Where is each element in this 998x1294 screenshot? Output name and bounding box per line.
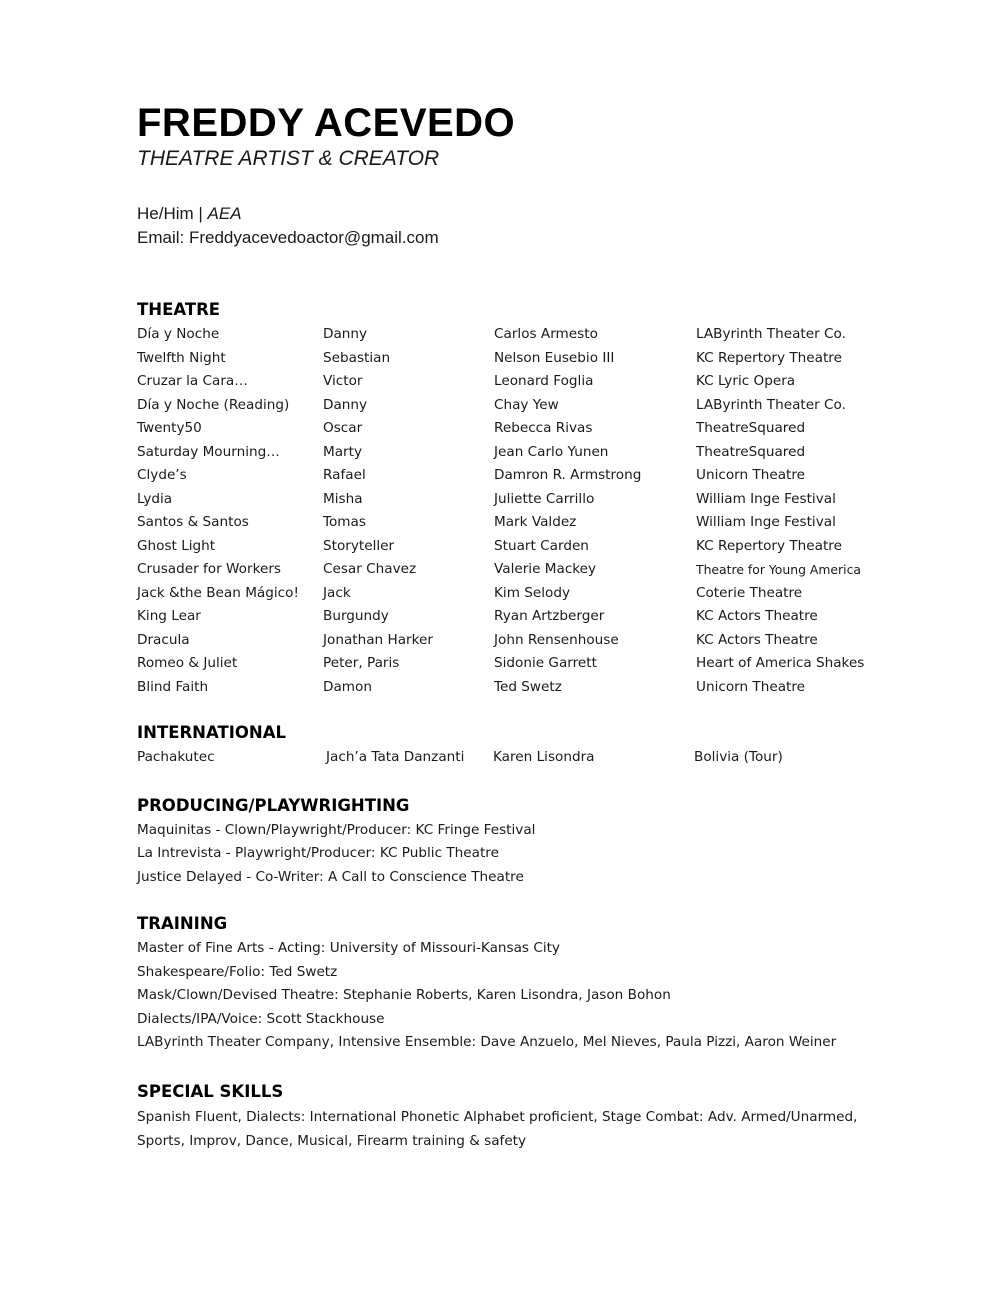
table-row	[137, 417, 877, 441]
role: Damon	[323, 678, 372, 695]
table-row	[137, 394, 877, 418]
show-title: Día y Noche	[137, 326, 220, 342]
show-title: Twenty50	[137, 420, 202, 436]
director: Nelson Eusebio III	[494, 349, 615, 366]
role: Peter, Paris	[323, 655, 400, 671]
list-item: LAByrinth Theater Company, Intensive Ensemble: Dave Anzuelo, Mel Nieves, Paula Pizzi, Aaron Weiner	[137, 1034, 837, 1050]
company: KC Repertory Theatre	[696, 349, 842, 366]
table-row	[137, 676, 877, 700]
table-row	[137, 746, 877, 770]
list-item: Mask/Clown/Devised Theatre: Stephanie Roberts, Karen Lisondra, Jason Bohon	[137, 987, 671, 1003]
director: John Rensenhouse	[494, 631, 619, 648]
director: Leonard Foglia	[494, 373, 594, 389]
list-item: La Intrevista - Playwright/Producer: KC Public Theatre	[137, 845, 499, 861]
table-row	[137, 464, 877, 488]
director: Ted Swetz	[494, 678, 562, 695]
table-row	[137, 582, 877, 606]
table-row	[137, 605, 877, 629]
table-row	[137, 347, 877, 371]
director: Ryan Artzberger	[494, 608, 605, 624]
company: Bolivia (Tour)	[694, 749, 783, 765]
performer-subtitle: THEATRE ARTIST & CREATOR	[137, 147, 440, 170]
company: Unicorn Theatre	[696, 678, 806, 695]
email-line: Email: Freddyacevedoactor@gmail.com	[137, 228, 439, 247]
company: TheatreSquared	[696, 443, 806, 460]
show-title: Crusader for Workers	[137, 561, 281, 577]
role: Rafael	[323, 467, 366, 483]
international-credits-table	[137, 746, 877, 770]
show-title: Pachakutec	[137, 749, 215, 765]
show-title: Jack &the Bean Mágico!	[137, 584, 299, 601]
director: Stuart Carden	[494, 537, 589, 554]
list-item: Maquinitas - Clown/Playwright/Producer: KC Fringe Festival	[137, 821, 536, 838]
producing-section-title: PRODUCING/PLAYWRIGHTING	[137, 795, 410, 815]
list-item: Justice Delayed - Co-Writer: A Call to Conscience Theatre	[137, 868, 524, 885]
role: Jonathan Harker	[323, 631, 433, 648]
list-item: Dialects/IPA/Voice: Scott Stackhouse	[137, 1010, 385, 1027]
table-row	[137, 558, 877, 582]
show-title: Dracula	[137, 631, 190, 648]
table-row	[137, 488, 877, 512]
table-row	[137, 370, 877, 394]
training-list	[137, 937, 877, 1055]
table-row	[137, 629, 877, 653]
company: Heart of America Shakes	[696, 655, 865, 671]
company: KC Actors Theatre	[696, 608, 818, 624]
director: Sidonie Garrett	[494, 655, 597, 671]
company: KC Repertory Theatre	[696, 537, 842, 554]
director: Valerie Mackey	[494, 561, 597, 577]
company: KC Actors Theatre	[696, 631, 818, 648]
director: Damron R. Armstrong	[494, 467, 642, 483]
skills-section-title: SPECIAL SKILLS	[137, 1081, 284, 1101]
director: Jean Carlo Yunen	[494, 443, 609, 460]
international-section-title: INTERNATIONAL	[137, 723, 286, 742]
theatre-section-title: THEATRE	[137, 300, 221, 319]
table-row	[137, 323, 877, 347]
role: Burgundy	[323, 608, 389, 624]
union-affiliation: AEA	[207, 204, 242, 223]
role: Tomas	[323, 514, 366, 530]
role: Victor	[323, 373, 363, 389]
producing-list	[137, 819, 877, 890]
contact-block	[137, 202, 877, 250]
show-title: Romeo & Juliet	[137, 655, 238, 671]
pronouns-line	[137, 202, 877, 226]
table-row	[137, 652, 877, 676]
list-item: Master of Fine Arts - Acting: University of Missouri-Kansas City	[137, 940, 560, 956]
show-title: Cruzar la Cara…	[137, 373, 248, 389]
show-title: Twelfth Night	[137, 349, 226, 366]
director: Mark Valdez	[494, 514, 577, 530]
role: Danny	[323, 326, 368, 342]
table-row	[137, 535, 877, 559]
company: Theatre for Young America	[696, 562, 861, 577]
show-title: Santos & Santos	[137, 514, 249, 530]
show-title: Blind Faith	[137, 678, 209, 695]
role: Oscar	[323, 420, 363, 436]
role: Marty	[323, 443, 363, 460]
role: Cesar Chavez	[323, 561, 417, 577]
company: LAByrinth Theater Co.	[696, 396, 846, 413]
director: Juliette Carrillo	[494, 490, 595, 507]
director: Kim Selody	[494, 584, 571, 601]
table-row	[137, 511, 877, 535]
role: Jack	[323, 584, 351, 601]
role: Danny	[323, 396, 368, 413]
director: Carlos Armesto	[494, 326, 598, 342]
resume-page	[137, 100, 877, 1153]
company: KC Lyric Opera	[696, 373, 796, 389]
show-title: Día y Noche (Reading)	[137, 396, 290, 413]
director: Chay Yew	[494, 396, 559, 413]
company: Unicorn Theatre	[696, 467, 806, 483]
director: Karen Lisondra	[493, 749, 595, 765]
table-row	[137, 441, 877, 465]
director: Rebecca Rivas	[494, 420, 593, 436]
show-title: Clyde’s	[137, 467, 187, 483]
role: Storyteller	[323, 537, 395, 554]
role: Sebastian	[323, 349, 391, 366]
show-title: Ghost Light	[137, 537, 216, 554]
skills-text: Spanish Fluent, Dialects: International Phonetic Alphabet proficient, Stage Combat: Adv. Armed/Unarmed, Sports, Improv, Dance, Musical, Firearm training & safety	[137, 1108, 858, 1149]
company: TheatreSquared	[696, 420, 806, 436]
company: William Inge Festival	[696, 490, 836, 507]
role: Misha	[323, 490, 363, 507]
company: William Inge Festival	[696, 514, 836, 530]
theatre-credits-table	[137, 323, 877, 699]
company: Coterie Theatre	[696, 584, 803, 601]
show-title: Lydia	[137, 490, 173, 507]
pronouns: He/Him |	[137, 204, 208, 223]
performer-name: FREDDY ACEVEDO	[137, 101, 516, 145]
company: LAByrinth Theater Co.	[696, 326, 846, 342]
show-title: Saturday Mourning…	[137, 443, 280, 460]
role: Jach’a Tata Danzanti	[326, 749, 465, 765]
training-section-title: TRAINING	[137, 914, 228, 933]
list-item: Shakespeare/Folio: Ted Swetz	[137, 963, 338, 980]
show-title: King Lear	[137, 608, 201, 624]
